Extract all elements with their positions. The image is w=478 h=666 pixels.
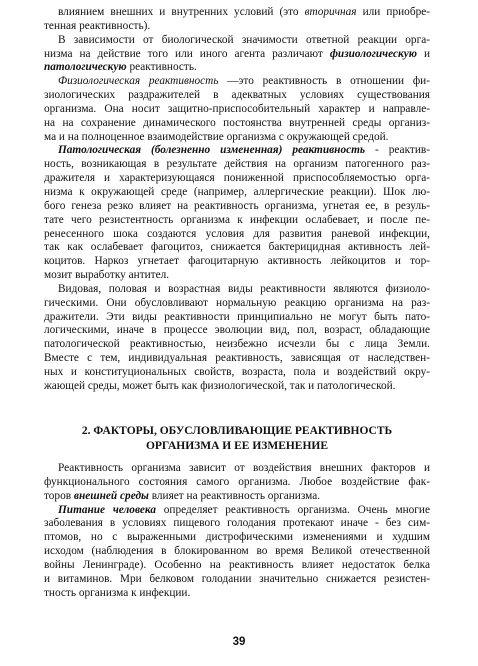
text-line <box>44 269 430 283</box>
text-run: или приобре- <box>356 6 430 18</box>
text-line <box>44 131 430 145</box>
bold-italic-term: патологическую <box>44 61 127 74</box>
paragraph <box>44 75 430 144</box>
text-run: тате чего резистентность организма к инфекции ослабевает, и после пе- <box>44 213 430 226</box>
text-line <box>44 75 430 89</box>
text-line <box>44 103 430 117</box>
text-run: патологической реактивностью, неизбежно исчезли бы с лица Земли. <box>44 338 430 351</box>
text-line <box>44 504 430 518</box>
text-line <box>44 476 430 490</box>
section-heading <box>44 424 430 454</box>
text-run: логическими, иначе в процессе эволюции вид, пол, возраст, обладающие <box>44 324 430 337</box>
text-run: определяет реактивность организма. Очень многие <box>155 503 430 516</box>
text-run: ных и конституциональных свойств, возраста, пола и воздействий окру- <box>44 365 430 378</box>
text-line <box>44 200 430 214</box>
text-run: низма к окружающей среде (например, аллергические реакции). Шок лю- <box>44 185 430 198</box>
text-line <box>44 490 430 504</box>
text-run: так как ослабевает фагоцитоз, снижается бактерицидная активность лей- <box>44 241 430 254</box>
paragraph <box>44 283 430 394</box>
text-run: и витаминов. Мри белковом голодании значительно снижается резистен- <box>44 572 430 585</box>
paragraph <box>44 34 430 76</box>
text-run: тность организма к инфекции. <box>44 586 191 599</box>
text-line <box>44 559 430 573</box>
text-run: жающей среды, может быть как физиологической, так и патологической. <box>44 379 396 392</box>
text-run: низма на действие того или иного агента различают <box>44 47 330 60</box>
paragraph <box>44 6 430 34</box>
text-line <box>44 297 430 311</box>
text-line <box>44 283 430 297</box>
text-run: функционального состояния самого организма. Любое воздействие фак- <box>44 475 430 488</box>
text-run: на на сохранение динамического постоянства внутренней среды организ- <box>44 116 430 129</box>
text-run: —это реактивность в отношении фи- <box>218 75 430 88</box>
text-run: ность, возникающая в результате действия на организм патогенного раз- <box>44 158 430 171</box>
heading-line: 2. ФАКТОРЫ, ОБУСЛОВЛИВАЮЩИЕ РЕАКТИВНОСТЬ <box>81 425 393 437</box>
text-run: Вместе с тем, индивидуальная реактивность, зависящая от наследствен- <box>44 352 430 365</box>
text-run: исходом (наблюдения в блокированном во время Великой отечественной <box>44 545 430 558</box>
bold-italic-term: Питание человека <box>58 503 156 516</box>
text-run: Видовая, половая и возрастная виды реактивности являются физиоло- <box>58 282 430 295</box>
text-line <box>44 311 430 325</box>
text-run: зиологических раздражителей в адекватных условиях существования <box>44 89 430 102</box>
text-line <box>44 6 430 20</box>
text-run: влияет на реактивность организма. <box>148 489 321 502</box>
text-line <box>44 366 430 380</box>
text-line <box>44 352 430 366</box>
text-line <box>44 34 430 48</box>
text-line <box>44 241 430 255</box>
text-line <box>44 545 430 559</box>
bold-italic-term: физиологическую <box>329 47 417 60</box>
paragraph <box>44 144 430 282</box>
text-run: дражители. Эти виды реактивности принципиально не могут быть пато- <box>44 310 430 323</box>
text-run: организма. Она носит защитно-приспособительный характер и направле- <box>44 102 430 115</box>
text-line <box>44 61 430 75</box>
text-run: Реактивность организма зависит от воздействия внешних факторов и <box>58 462 430 474</box>
text-line <box>44 20 430 34</box>
text-line <box>44 172 430 186</box>
text-run: реактивность. <box>126 61 197 74</box>
text-run: мозит выработку антител. <box>44 269 170 282</box>
text-line <box>44 380 430 394</box>
italic-term: вторичная <box>304 6 357 18</box>
text-run: ренесенного шока создаются условия для развития раневой инфекции, <box>44 227 430 240</box>
text-line <box>44 573 430 587</box>
bottom-text-block <box>44 462 430 600</box>
text-run: войны Ленинграде). Особенно на реактивность влияет недостаток белка <box>44 558 430 571</box>
text-run: - реактив- <box>365 144 430 157</box>
bold-italic-term: Патологическая (болезненно измененная) реактивность <box>58 144 366 157</box>
text-line <box>44 531 430 545</box>
text-line <box>44 338 430 352</box>
text-line <box>44 144 430 158</box>
paragraph <box>44 462 430 504</box>
text-line <box>44 228 430 242</box>
page-number: 39 <box>232 636 246 648</box>
text-run: коцитов. Наркоз угнетает фагоцитарную активность лейкоцитов и тор- <box>44 255 430 268</box>
text-line <box>44 324 430 338</box>
text-line <box>44 462 430 476</box>
paragraph <box>44 504 430 601</box>
text-line <box>44 255 430 269</box>
text-run: ма и на полноценное взаимодействие организма с окружающей средой. <box>44 130 389 143</box>
text-line <box>44 517 430 531</box>
text-run: заболевания в условиях пищевого голодания протекают иначе - без сим- <box>44 517 430 530</box>
text-run: птомов, но с выраженными дистрофическими изменениями и худшим <box>44 531 430 544</box>
text-run: бого генеза резко влияет на реактивность организма, угнетая ее, в резуль- <box>44 199 430 212</box>
text-run: гическими. Они обусловливают нормальную реакцию организма на раз- <box>44 296 430 309</box>
text-run: и <box>416 47 430 60</box>
text-run: тенная реактивность). <box>44 19 151 32</box>
text-line <box>44 186 430 200</box>
text-line <box>44 48 430 62</box>
text-line <box>44 89 430 103</box>
heading-line: ОРГАНИЗМА И ЕЕ ИЗМЕНЕНИЕ <box>145 440 329 452</box>
text-line <box>44 214 430 228</box>
text-run: В зависимости от биологической значимости ответной реакции орга- <box>58 33 430 46</box>
text-line <box>44 587 430 601</box>
text-run: торов <box>44 489 74 502</box>
top-text-block <box>44 6 430 394</box>
text-run: дражителя и характеризующаяся пониженной приспособляемостью орга- <box>44 172 430 185</box>
text-line <box>44 117 430 131</box>
italic-term: Физиологическая реактивность <box>58 75 219 88</box>
bold-italic-term: внешней среды <box>73 489 149 502</box>
text-run: влиянием внешних и внутренних условий (это <box>58 6 305 18</box>
text-line <box>44 158 430 172</box>
